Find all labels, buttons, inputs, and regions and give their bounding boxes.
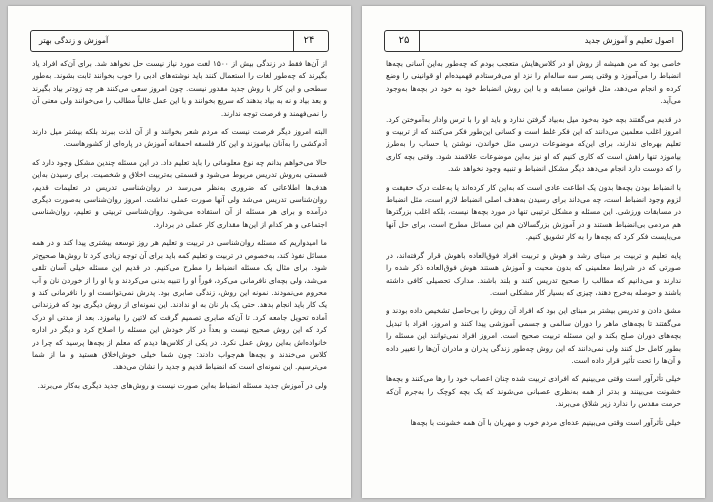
page-number: ۲۴: [293, 31, 324, 51]
paragraph: خاصی بود که من همیشه از روش او در کلاس‌هایش متعجب بودم که چه‌طور به‌این آسانی بچه‌ها انضباط را می‌آموزد و وقتی پسر سه ساله‌ام را نزد او می‌فرستادم قهمیده‌ام او قوانینی را وضع کرده و انجام می‌دهد، مثل قوانین مسابقه و با این روش انضباط خود به خود در بچه‌ها به‌وجود می‌آید.: [386, 59, 681, 106]
running-title: اصول تعلیم و آموزش جدید: [584, 36, 674, 45]
paragraph: ما امیدواریم که مسئله روان‌شناسی در تربیت و تعلیم هر روز توسعه بیشتری پیدا کند و در همه مسائل نفوذ کند، به‌خصوص در تربیت و تعلیم کمه باید برای آن توجه زیادی کرد تا روش‌ها صحیح‌تر شود. برای مثال یک مسئله انضباط را مطرح می‌کنیم. در قدیم این مسئله خیلی آسان تلقی می‌شد، ولی بچه‌ای نافرمانی می‌کرد، فوراً او را تنبیه بدنی می‌کردند و یا او را از خوردن نان و آب محروم می‌نمودند. نمونه این روش، زندگی صابری بود. پدرش نمی‌توانست او را نافرمانی کند و یک کار باید انجام بدهد. حتی یک بار نان به او ندادند. این نمونه‌ای از روش دیگری بود که فرزندانی آماده تحویل جامعه کرد. تا آن‌که صابری تصمیم گرفت که لاتین را بیاموزد. بعد از مدتی او درک کرد که این روش صحیح نیست و بعداً در کار خودش این مسئله را اصلاح کرد و دیگر در اداره خانواده‌اش به‌این روش عمل نکرد. در یکی از کلاس‌ها دیدم که معلم از بچه‌ها پرسید که چرا در کلاس می‌خندند و بچه‌ها هم‌جواب دادند: چون شما خیلی خوش‌اخلاق هستید و ما از شما می‌ترسیم. این نمونه‌ای است که انضباط قدیم و جدید را نشان می‌دهد.: [32, 238, 327, 372]
paragraph: با انضباط بودن بچه‌ها بدون یک اطاعت عادی است که به‌این کار کرده‌اند یا به‌علت درک حقیقت و لزوم وجود انضباط است، چه می‌داند برای رسیدن به‌هدف اصلی انضباط لازم است، مثل انضباط در مسابقات ورزشی. این مسئله و مشکل ترتیبی تنها در مورد بچه‌ها نیست، بلکه اغلب بزرگترها هم مردمی بی‌انضباط هستند و در آموزش بزرگسالان هم این مسائل مطرح است، برای حل آنها می‌بایست فکر کرد که بچه‌ها را به کار تشویق کنیم.: [386, 182, 681, 242]
paragraph: البته امروز دیگر فرصت نیست که مردم شعر بخوانند و از آن لذت ببرند بلکه بیشتر میل دارند آدم‌کشی را به‌آنان بیاموزند و این کار فلسفه احمقانه آموزش در پاره‌ای از کشورهاست.: [32, 127, 327, 149]
page-body: [386, 58, 681, 486]
paragraph: مشق دادن و تدریس بیشتر بر مبنای این بود که افراد آن روش را بی‌حاصل تشخیص داده بودند و می‌گفتند تا بچه‌های ماهر را دوران سالمی و جسمی آموزشی پیدا کنند و امروز، افراد با تبدیل بچه‌های دوران صلح بکند و این مسئله تربیت صحیح است. امروز افراد نمی‌توانند این مسئله را بطور کامل حل کنند ولی نمی‌دانند که این روش چه‌طور زندگی پدران و مادران آن‌ها را تغییر داده و آن‌ها را تحت تأثیر قرار داده است.: [386, 306, 681, 365]
page-number: ۲۵: [389, 31, 420, 51]
running-title: آموزش و زندگی بهتر: [39, 36, 109, 45]
paragraph: در قدیم می‌گفتند بچه خود به‌خود میل به‌بیاد گرفتن ندارد و باید او را با ترس وادار به‌آموختن کرد. امروز اغلب معلمین می‌دانند که این فکر غلط است و کسانی این‌طور فکر می‌کنند که از تربیت و تعلیم بهره‌ای ندارند، برای این‌که موضوعات درسی مثل خواندن، نوشتن یا حساب را به‌طرز بیاموزد تنها راهش است که کاری کنیم که او نیز به‌این موضوعات علاقمند شود. وقتی بچه کاری را که دوست دارد انجام می‌دهد دیگر مشکل انضباط و تنبیه وجود نخواهد شد.: [386, 114, 681, 174]
left-page-header: [30, 30, 329, 52]
paragraph: خیلی تأثرآور است وقتی می‌بینیم عده‌ای مردم خوب و مهربان با آن همه خشونت با بچه‌ها: [410, 417, 681, 427]
page-body: [32, 58, 327, 486]
right-page-header: [384, 30, 683, 52]
left-page: [8, 6, 351, 498]
paragraph: خیلی تأثرآور است وقتی می‌بینیم که افرادی تربیت شده چنان اعصاب خود را رها می‌کنند و بچه‌ها خشونت می‌بینند و بدتر از همه به‌نظری عصبانی می‌شوند که یک بچه کوچک را به‌جرم آن‌که حرمت مقدس را ندارد زیر شلاق می‌برند.: [386, 374, 681, 409]
paragraph: ولی در آموزش جدید مسئله انضباط به‌این صورت نیست و روش‌های جدید دیگری به‌کار می‌برند.: [37, 380, 327, 390]
paragraph: از آن‌ها فقط در زندگی بیش از ۱۵۰۰ لغت مورد نیاز نیست حل نخواهد شد. برای آن‌که افراد یاد بگیرند که چه‌طور لغات را استعمال کنند باید نوشته‌های ادبی را خوب بخوانند ثابت بشوند. به‌طور سطحی و این کار با روش جدید مقدور نیست. چون امروز سعی می‌کنند هر چه زودتر بیاد بگیرند و بعد بیاد و نه به بیاد بدهند که سریع بخوانند و با این عمل غالباً مطالب را می‌خوانند ولی معنی آن را نمی‌فهمند و فرصت توجه ندارند.: [32, 59, 327, 118]
paragraph: حالا می‌خواهم بدانم چه نوع معلوماتی را باید تعلیم داد. در این مسئله چندین مشکل وجود دارد که قسمتی به‌روش تدریس مربوط می‌شود و قسمتی به‌تربیت اخلاق و شخصیت. برای رسیدن به‌این هدف‌ها اطلاعاتی که ضروری به‌نظر می‌رسد در روان‌شناسی تدریس در تعلیمات قدیم، روان‌شناسی تدریس می‌شد ولی آنها صورت عملی نداشت. امروز روان‌شناسی به‌صورت دیگری درآمده و برای هر مسئله از آن استفاده می‌شود. روان‌شناسی تربیتی و تعلیم، روان‌شناسی اجتماعی و هر کدام از این‌ها مقداری کار عملی در بردارد.: [32, 157, 327, 229]
right-page: [362, 6, 705, 498]
paragraph: پایه تعلیم و تربیت بر مبنای رشد و هوش و تربیت افراد فوق‌العاده باهوش قرار گرفته‌اند، در صورتی که در شرایط معلمینی که بدون محبت و آموزش هستند هوش فوق‌العاده ذکر شده را ندارند و می‌دانیم که مطالب را صحیح تدریس کنند و بلند باشند. مدارک تحصیلی کافی داشته باشند و حوصله به‌خرج دهند، چیزی که بسیار کار مشکلی است.: [386, 250, 681, 297]
